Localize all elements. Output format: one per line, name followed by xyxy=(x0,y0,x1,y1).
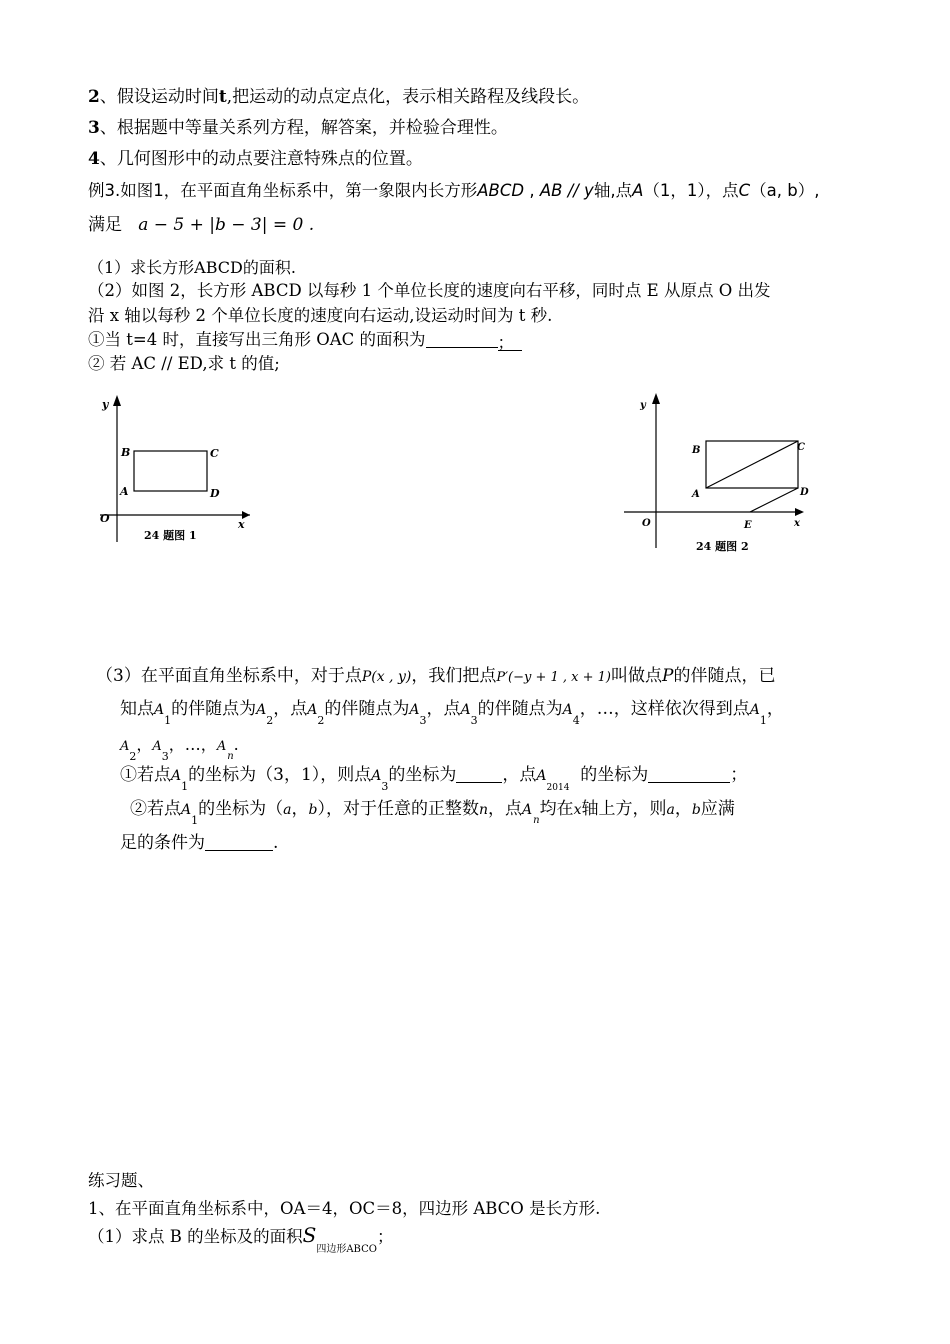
x-axis-arrow-icon xyxy=(795,508,804,516)
example-3-intro: 例3.如图1，在平面直角坐标系中，第一象限内长方形ABCD , AB // y轴,点A（1，1），点C（a, b）, xyxy=(88,181,820,200)
label-o: O xyxy=(100,512,110,525)
question-2-sub-1: ①当 t=4 时，直接写出三角形 OAC 的面积为 ； xyxy=(88,329,522,351)
part-3-question-2-line-2: 足的条件为 . xyxy=(120,833,279,853)
answer-blank-end: ； xyxy=(498,332,522,351)
segment-ac xyxy=(706,441,798,488)
label-d: D xyxy=(210,487,220,500)
label-c: C xyxy=(797,442,805,453)
segment-ed xyxy=(750,488,798,512)
step-3: 3、根据题中等量关系列方程，解答案，并检验合理性。 xyxy=(88,118,508,138)
y-axis-arrow-icon xyxy=(652,393,660,404)
figure-2 xyxy=(622,390,814,562)
label-e: E xyxy=(744,520,752,531)
label-c: C xyxy=(210,447,219,460)
figure-2-caption: 24 题图 2 xyxy=(696,540,749,553)
label-o: O xyxy=(642,518,651,529)
question-1: （1）求长方形ABCD的面积. xyxy=(88,258,296,277)
part-3-line-2: 知点$A_1$的伴随点为$A_2$，点$A_2$的伴随点为$A_3$，点$A_3$的伴随点为$A_4$，…，这样依次得到点$A_1$， xyxy=(120,699,784,727)
practice-1: 1、在平面直角坐标系中，OA＝4，OC＝8，四边形 ABCO 是长方形. xyxy=(88,1199,601,1218)
y-axis-arrow-icon xyxy=(113,395,121,406)
label-y: y xyxy=(102,398,109,411)
answer-blank-condition[interactable] xyxy=(205,832,273,851)
question-2-sub-2: ② 若 AC // ED,求 t 的值; xyxy=(88,354,280,373)
part-3-question-1: ①若点$A_1$的坐标为（3，1），则点$A_3$的坐标为 ，点$A_{2014}$ 的坐标为 ； xyxy=(120,765,748,793)
practice-1-question-1: （1）求点 B 的坐标及的面积$S_{四边形ABCO}$； xyxy=(88,1223,394,1255)
part-3-line-1: （3）在平面直角坐标系中，对于点P(x , y)，我们把点P′(−y + 1 , x + 1)叫做点P的伴随点，已 xyxy=(96,666,776,686)
label-b: B xyxy=(692,445,701,456)
question-2-line-2: 沿 x 轴以每秒 2 个单位长度的速度向右运动,设运动时间为 t 秒. xyxy=(88,306,553,325)
example-3-condition: 满足 a − 5 + |b − 3| = 0 . xyxy=(88,215,315,235)
label-b: B xyxy=(121,446,131,459)
part-3-line-3: $A_2$，$A_3$，…，$A_n$. xyxy=(120,735,239,763)
step-4: 4、几何图形中的动点要注意特殊点的位置。 xyxy=(88,149,423,169)
label-y: y xyxy=(640,400,646,411)
answer-blank-a3[interactable] xyxy=(456,764,502,783)
answer-blank-a2014[interactable] xyxy=(648,764,730,783)
label-x: x xyxy=(238,518,245,531)
question-2-line-1: （2）如图 2，长方形 ABCD 以每秒 1 个单位长度的速度向右平移，同时点 E 从原点 O 出发 xyxy=(88,281,771,300)
practice-heading: 练习题、 xyxy=(88,1171,154,1190)
label-a: A xyxy=(692,489,700,500)
equation: a − 5 + |b − 3| = 0 . xyxy=(138,215,315,235)
label-a: A xyxy=(120,485,129,498)
rectangle-abcd xyxy=(134,451,207,491)
part-3-question-2: ②若点$A_1$的坐标为（a，b），对于任意的正整数n，点$A_n$均在x轴上方，则a，b应满 xyxy=(130,799,735,827)
figure-1 xyxy=(92,392,262,550)
label-d: D xyxy=(800,487,809,498)
figure-1-caption: 24 题图 1 xyxy=(144,529,197,542)
label-x: x xyxy=(794,518,800,529)
answer-blank[interactable] xyxy=(426,329,498,348)
step-2: 2、假设运动时间t,把运动的动点定点化，表示相关路程及线段长。 xyxy=(88,87,590,107)
